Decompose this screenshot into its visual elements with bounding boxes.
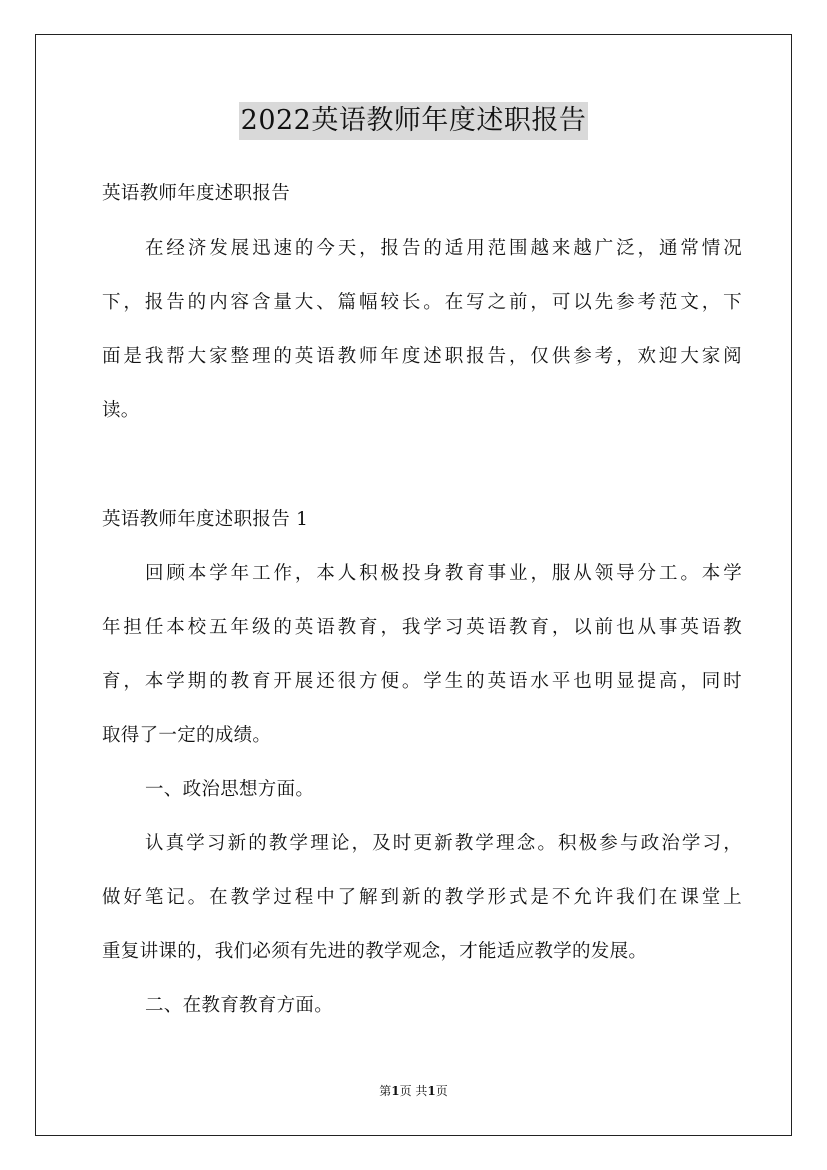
- subheading-education: 二、在教育教育方面。: [145, 995, 334, 1016]
- paragraph-2-line-3: 重复讲课的，我们必须有先进的教学观念，才能适应教学的发展。: [102, 941, 648, 962]
- intro-line-2: 下，报告的内容含量大、篇幅较长。在写之前，可以先参考范文，下: [102, 292, 742, 313]
- intro-line-4: 读。: [102, 400, 140, 421]
- paragraph-1-line-1: 回顾本学年工作，本人积极投身教育事业，服从领导分工。本学: [145, 563, 742, 584]
- paragraph-2-line-1: 认真学习新的教学理论，及时更新教学理念。积极参与政治学习，: [145, 833, 742, 854]
- intro-line-3: 面是我帮大家整理的英语教师年度述职报告，仅供参考，欢迎大家阅: [102, 346, 742, 367]
- intro-line-1: 在经济发展迅速的今天，报告的适用范围越来越广泛，通常情况: [145, 238, 742, 259]
- paragraph-1-line-3: 育，本学期的教育开展还很方便。学生的英语水平也明显提高，同时: [102, 671, 742, 692]
- document-title: 2022英语教师年度述职报告: [239, 102, 589, 140]
- title-container: [0, 102, 827, 140]
- footer-page-number: 1: [391, 1084, 400, 1098]
- page-footer: [0, 1083, 827, 1099]
- footer-total-pages: 1: [427, 1084, 436, 1098]
- footer-prefix: 第: [379, 1084, 392, 1098]
- footer-middle: 页 共: [399, 1084, 428, 1098]
- document-subtitle: 英语教师年度述职报告: [102, 183, 291, 204]
- subheading-politics: 一、政治思想方面。: [145, 779, 315, 800]
- section-heading: 英语教师年度述职报告 1: [102, 509, 309, 530]
- paragraph-2-line-2: 做好笔记。在教学过程中了解到新的教学形式是不允许我们在课堂上: [102, 887, 742, 908]
- footer-suffix: 页: [435, 1084, 448, 1098]
- paragraph-1-line-2: 年担任本校五年级的英语教育，我学习英语教育，以前也从事英语教: [102, 617, 742, 638]
- paragraph-1-line-4: 取得了一定的成绩。: [102, 725, 272, 746]
